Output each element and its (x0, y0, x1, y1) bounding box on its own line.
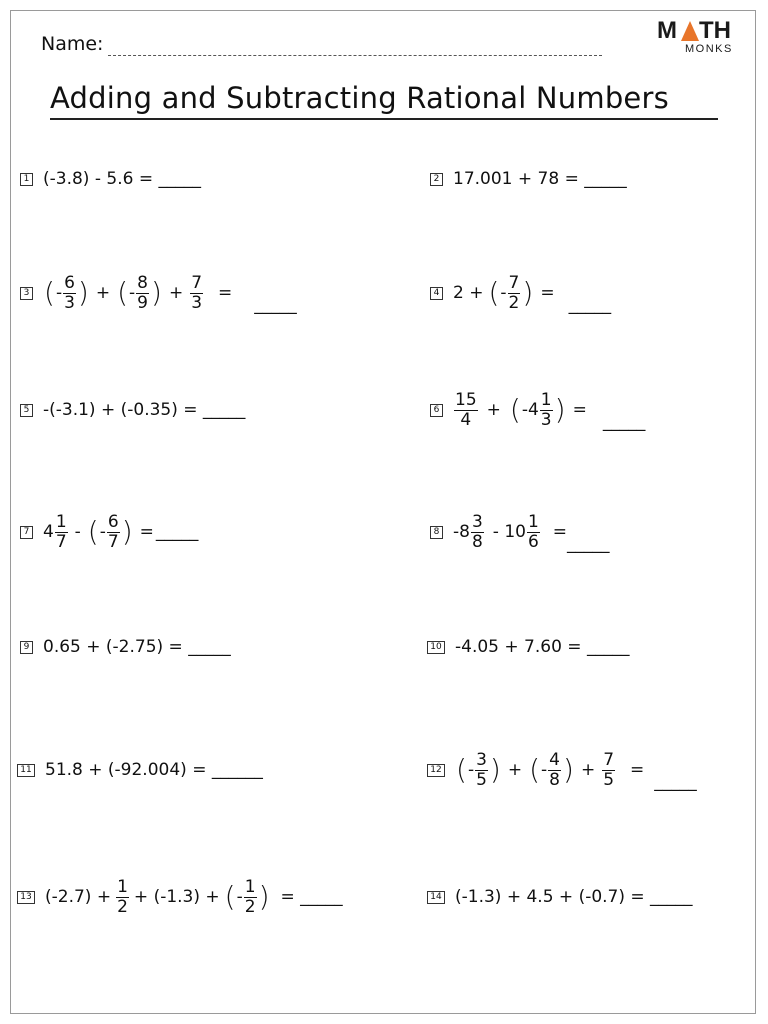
fraction: $\frac{7}{3}$ (191, 272, 203, 313)
problem-expression: -4.05 + 7.60 = _____ (455, 637, 630, 657)
logo-letters-th: TH (699, 17, 731, 44)
name-label: Name: (41, 33, 104, 55)
answer-blank[interactable]: _____ (568, 295, 612, 315)
problem-expression: (-1.3) + 4.5 + (-0.7) = _____ (455, 887, 693, 907)
problem-5 (20, 380, 245, 440)
fraction: $\frac{7}{2}$ (508, 272, 520, 313)
problem-number: 4 (430, 287, 443, 300)
problem-13: 13 (-2.7) + $\frac{1}{2}$ + (-1.3) + ( - $\frac{1}{2}$ ) = _____ (17, 867, 343, 927)
problem-number: 14 (427, 891, 445, 904)
problem-2 (430, 149, 627, 209)
problem-expression: 51.8 + (-92.004) = ______ (45, 760, 263, 780)
answer-blank[interactable]: _____ (567, 534, 610, 554)
fraction: $\frac{1}{2}$ (117, 876, 128, 917)
problem-number: 7 (20, 526, 33, 539)
logo-triangle-icon (681, 21, 699, 41)
problem-number: 8 (430, 526, 443, 539)
problem-number: 1 (20, 173, 33, 186)
problem-6: 6 $\frac{15}{4}$ + ( - 4 $\frac{1}{3}$ ) = _____ (430, 380, 645, 440)
fraction: $\frac{1}{2}$ (244, 876, 256, 917)
problem-14 (427, 867, 693, 927)
fraction: $\frac{6}{7}$ (107, 511, 119, 552)
page-title: Adding and Subtracting Rational Numbers (50, 81, 669, 115)
logo-subtitle: MONKS (685, 43, 733, 55)
answer-blank[interactable]: _____ (602, 412, 646, 432)
problem-expression: -(-3.1) + (-0.35) = _____ (43, 400, 246, 420)
problem-7: 7 4 $\frac{1}{7}$ - ( - $\frac{6}{7}$ ) = _____ (20, 502, 198, 562)
problem-4: 4 2 + ( - $\frac{7}{2}$ ) = _____ (430, 263, 611, 323)
problem-3: 3 ( - $\frac{6}{3}$ ) + ( - $\frac{8}{9}$ ) + $\frac{7}{3}$ = _____ (20, 263, 297, 323)
problem-1 (20, 149, 201, 209)
problem-number: 5 (20, 404, 33, 417)
fraction: $\frac{7}{5}$ (603, 749, 615, 790)
problem-number: 13 (17, 891, 35, 904)
problem-9 (20, 617, 231, 677)
problem-expression: (-3.8) - 5.6 = _____ (43, 169, 201, 189)
logo-letter-m: M (657, 17, 677, 44)
fraction: $\frac{8}{9}$ (137, 272, 148, 313)
problem-number: 12 (427, 764, 445, 777)
math-monks-logo (655, 18, 745, 58)
problem-11 (17, 740, 263, 800)
problem-number: 3 (20, 287, 33, 300)
problem-number: 6 (430, 404, 443, 417)
problem-expression: 0.65 + (-2.75) = _____ (43, 637, 231, 657)
fraction: $\frac{1}{6}$ (527, 511, 539, 552)
fraction: $\frac{6}{3}$ (64, 272, 75, 313)
answer-blank[interactable]: = _____ (280, 887, 343, 907)
fraction: $\frac{3}{5}$ (476, 749, 487, 790)
problem-8: 8 -8 $\frac{3}{8}$ - 10 $\frac{1}{6}$ = _____ (430, 502, 610, 562)
problem-number: 11 (17, 764, 35, 777)
problem-expression: 17.001 + 78 = _____ (453, 169, 627, 189)
problem-number: 2 (430, 173, 443, 186)
problem-10 (427, 617, 629, 677)
fraction: $\frac{1}{7}$ (55, 511, 67, 552)
fraction: $\frac{15}{4}$ (455, 389, 477, 430)
title-underline (50, 118, 718, 120)
problem-number: 10 (427, 641, 445, 654)
problem-number: 9 (20, 641, 33, 654)
answer-blank[interactable]: _____ (155, 522, 199, 542)
fraction: $\frac{1}{3}$ (540, 389, 552, 430)
name-field-line[interactable] (108, 55, 602, 56)
answer-blank[interactable]: _____ (654, 772, 697, 792)
answer-blank[interactable]: _____ (254, 295, 297, 315)
fraction: $\frac{3}{8}$ (471, 511, 483, 552)
problem-12: 12 ( - $\frac{3}{5}$ ) + ( - $\frac{4}{8}$ ) + $\frac{7}{5}$ = _____ (427, 740, 697, 800)
fraction: $\frac{4}{8}$ (549, 749, 560, 790)
